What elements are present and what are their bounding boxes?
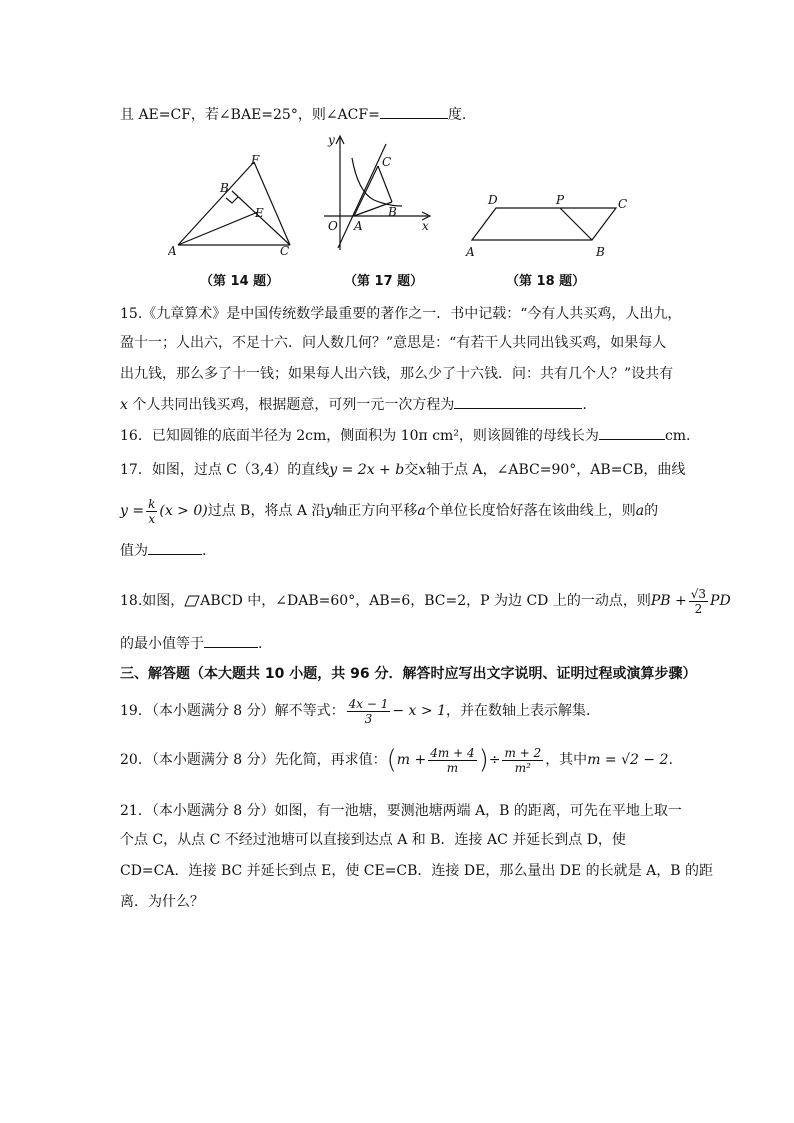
- q17-x-var: x: [418, 462, 427, 478]
- q20-frac1-den: m: [446, 760, 459, 775]
- fig18-caption: （第 18 题）: [506, 274, 586, 289]
- q15-line-2: 盈十一；人出六，不足十六．问人数几何？”意思是：“有若干人共同出钱买鸡，如果每人: [120, 335, 667, 351]
- q20-text-b: ，其中: [545, 752, 588, 768]
- fig17-label-O: O: [328, 219, 338, 233]
- q18-text-b: ABCD 中，∠DAB=60°，AB=6，BC=2，P 为边 CD 上的一动点，则: [200, 593, 651, 609]
- q16-answer-blank[interactable]: [599, 425, 665, 440]
- q21-line-2: 个点 C，从点 C 不经过池塘可以直接到达点 A 和 B．连接 AC 并延长到点 D，使: [120, 832, 626, 848]
- q20-paren-close: ): [478, 745, 489, 775]
- q20-frac2-den: m²: [514, 760, 531, 775]
- q17-text-f: 个单位长度恰好落在该曲线上，则: [425, 503, 636, 519]
- q16-unit: cm.: [664, 428, 691, 444]
- q19-frac-num: 4x − 1: [348, 696, 389, 711]
- q15-line-3: 出九钱，那么多了十一钱；如果每人出六钱，那么少了十六钱．问：共有几个人？”设共有: [120, 366, 674, 382]
- q15-answer-blank[interactable]: [454, 394, 582, 409]
- q15-end: .: [582, 397, 587, 413]
- q21-line-3: CD=CA．连接 BC 并延长到点 E，使 CE=CB．连接 DE，那么量出 DE 的长就是 A，B 的距: [120, 863, 713, 879]
- fig17-label-y: y: [328, 133, 335, 147]
- q19-inequality: − x > 1: [392, 703, 446, 719]
- fig17-label-B: B: [388, 205, 397, 219]
- q18-fraction-sqrt3-over-2: [689, 587, 708, 616]
- q20-frac2-num: m + 2: [504, 745, 542, 760]
- figure-14: [168, 150, 298, 260]
- q17-a-var: a: [417, 503, 426, 519]
- fig17-label-x: x: [422, 219, 429, 233]
- q15-line-4: [120, 394, 587, 415]
- figure-17: [318, 130, 438, 255]
- q18-text-a: 18.如图，: [120, 593, 185, 609]
- q19-line: [120, 694, 590, 728]
- q17-text-a: 17．如图，过点 C（3,4）的直线: [120, 462, 330, 478]
- q17-a-var-2: a: [635, 503, 645, 519]
- q17-line-1: [120, 460, 685, 480]
- q15-var-x: x: [120, 397, 128, 413]
- fig14-label-C: C: [280, 244, 290, 258]
- section-3-heading: 三、解答题（本大题共 10 小题，共 96 分．解答时应写出文字说明、证明过程或演算步骤）: [120, 666, 697, 682]
- q20-end: .: [668, 752, 673, 768]
- q17-curve-y: y =: [120, 503, 145, 519]
- q20-fraction-2: [502, 746, 543, 775]
- fig18-label-P: P: [556, 193, 565, 207]
- q17-fraction-k-over-x: [146, 497, 157, 526]
- q17-text-g: 的: [644, 503, 659, 519]
- q20-div: ÷: [488, 752, 501, 768]
- fig18-label-C: C: [618, 197, 628, 211]
- fig14-label-E: E: [255, 206, 264, 220]
- q17-y-var: y: [325, 503, 334, 519]
- q19-frac-den: 3: [364, 711, 373, 726]
- q17-line-eq: y = 2x + b: [329, 462, 405, 478]
- q17-text-h: 值为: [120, 543, 148, 559]
- q17-text-e: 轴正方向平移: [333, 503, 418, 519]
- q19-text-end: ，并在数轴上表示解集.: [445, 703, 591, 719]
- q14-text: 且 AE=CF，若∠BAE=25°，则∠ACF=: [120, 107, 380, 123]
- q18-pd: PD: [710, 593, 731, 609]
- q18-line-1: [120, 584, 731, 618]
- q14-tail: [120, 104, 466, 125]
- fig14-caption: （第 14 题）: [200, 274, 280, 289]
- q18-pb: PB +: [650, 593, 687, 609]
- q15-line-1: 15.《九章算术》是中国传统数学最重要的著作之一．书中记载：“今有人共买鸡，人出九，: [120, 306, 682, 322]
- q20-paren-open: (: [386, 745, 397, 775]
- parallelogram-icon: [184, 595, 200, 607]
- q17-condition: (x > 0): [159, 503, 208, 519]
- q18-text-c: 的最小值等于: [120, 636, 204, 652]
- fig17-label-C: C: [382, 155, 392, 169]
- q20-m: m +: [396, 752, 427, 768]
- q21-line-1: 21．（本小题满分 8 分）如图，有一池塘，要测池塘两端 A，B 的距离，可先在平地上取一: [120, 803, 682, 819]
- q14-answer-blank[interactable]: [380, 104, 448, 119]
- q15-text: 个人共同出钱买鸡，根据题意，可列一元一次方程为: [132, 397, 455, 413]
- fig14-label-A: A: [168, 244, 177, 258]
- q17-frac-den: x: [148, 511, 156, 526]
- q18-end: .: [258, 636, 263, 652]
- q17-text-b: 交: [404, 462, 419, 478]
- q14-text-end: 度.: [447, 107, 467, 123]
- fig14-label-F: F: [251, 153, 260, 167]
- figure-18: [462, 192, 637, 262]
- q20-line: [120, 740, 673, 780]
- fig18-label-B: B: [596, 245, 605, 259]
- q17-line-2: [120, 496, 658, 526]
- q17-line-3: [120, 540, 206, 561]
- fig14-label-B: B: [220, 181, 229, 195]
- q20-frac1-num: 4m + 4: [430, 745, 475, 760]
- q18-frac-num: √3: [690, 586, 707, 601]
- q17-text-d: 过点 B，将点 A 沿: [207, 503, 326, 519]
- q16-text: 16．已知圆锥的底面半径为 2cm，侧面积为 10π cm²，则该圆锥的母线长为: [120, 428, 599, 444]
- q19-text: 19．（本小题满分 8 分）解不等式：: [120, 703, 345, 719]
- q20-text: 20．（本小题满分 8 分）先化简，再求值：: [120, 752, 387, 768]
- fig17-label-A: A: [354, 219, 363, 233]
- q18-answer-blank[interactable]: [204, 633, 258, 648]
- q19-fraction: [347, 697, 391, 726]
- q20-value: m = √2 − 2: [587, 752, 669, 768]
- q21-line-4: 离．为什么？: [120, 894, 204, 910]
- q16-line: [120, 425, 691, 446]
- fig18-label-D: D: [488, 193, 498, 207]
- q17-frac-num: k: [148, 496, 156, 511]
- q18-frac-den: 2: [694, 601, 703, 616]
- q20-fraction-1: [428, 746, 476, 775]
- q17-end: .: [202, 543, 207, 559]
- fig17-caption: （第 17 题）: [344, 274, 424, 289]
- q17-answer-blank[interactable]: [148, 540, 202, 555]
- fig18-label-A: A: [466, 245, 475, 259]
- q18-line-2: [120, 633, 262, 654]
- q17-text-c: 轴于点 A，∠ABC=90°，AB=CB，曲线: [426, 462, 686, 478]
